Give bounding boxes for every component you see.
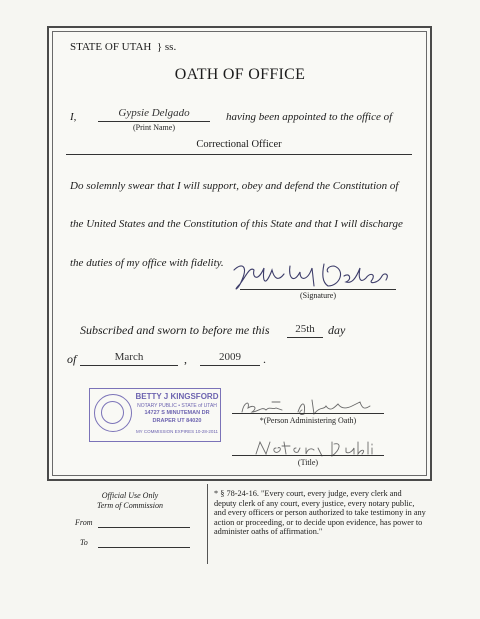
- appointed-text: having been appointed to the office of: [226, 111, 393, 123]
- sworn-of-label: of: [67, 352, 77, 366]
- office-value: Correctional Officer: [196, 139, 282, 150]
- term-of-commission-label: Term of Commission: [97, 501, 163, 510]
- to-field[interactable]: [98, 547, 190, 548]
- oath-line-2: the United States and the Constitution of this State and that I will discharge: [70, 218, 403, 230]
- print-name-value: Gypsie Delgado: [118, 107, 190, 119]
- page-title: OATH OF OFFICE: [174, 66, 306, 83]
- print-name-label: (Print Name): [133, 123, 175, 132]
- oath-line-1: Do solemnly swear that I will support, obey and defend the Constitution of: [70, 180, 399, 192]
- administering-label: *(Person Administering Oath): [259, 416, 357, 425]
- administering-line: [232, 413, 384, 414]
- footer-divider: [207, 484, 208, 564]
- sworn-month-line: [80, 365, 178, 366]
- print-name-line: [98, 121, 210, 122]
- signature-label: (Signature): [300, 291, 336, 300]
- title-line: [232, 455, 384, 456]
- sworn-month-value: March: [114, 351, 144, 363]
- signature-image: [228, 256, 398, 296]
- sworn-day-label: day: [328, 323, 346, 337]
- oath-line-3: the duties of my office with fidelity.: [70, 257, 224, 269]
- official-use-label: Official Use Only: [101, 491, 159, 500]
- notary-stamp: [89, 388, 221, 442]
- stamp-name: BETTY J KINGSFORD: [135, 392, 219, 401]
- sworn-comma: ,: [184, 352, 187, 366]
- stamp-title: NOTARY PUBLIC • STATE of UTAH: [137, 403, 217, 409]
- from-label: From: [75, 518, 93, 527]
- pronoun-label: I,: [70, 111, 77, 123]
- title-label: (Title): [297, 458, 319, 467]
- notary-seal-icon: [94, 394, 132, 432]
- to-label: To: [80, 538, 88, 547]
- sworn-period: .: [263, 352, 266, 366]
- statute-text: * § 78-24-16. "Every court, every judge, every clerk and deputy clerk of any court, every justice, every notary public, and every officers or person authorized to take testimony in any action or proceeding, or to decide upon evidence, has power to administer oaths of affirmation.": [214, 489, 426, 537]
- office-line: [66, 154, 412, 155]
- sworn-day-line: [287, 337, 323, 338]
- notary-signature-image: [236, 396, 386, 418]
- stamp-address-1: 14727 S MINUTEMAN DR: [144, 410, 210, 416]
- sworn-day-value: 25th: [295, 323, 315, 335]
- state-line: STATE OF UTAH } ss.: [70, 41, 177, 53]
- stamp-expires: MY COMMISSION EXPIRES 10-28-2011: [135, 429, 219, 434]
- sworn-text: Subscribed and sworn to before me this: [80, 323, 270, 337]
- sworn-year-line: [200, 365, 260, 366]
- from-field[interactable]: [98, 527, 190, 528]
- signature-line: [240, 289, 396, 290]
- sworn-year-value: 2009: [219, 351, 241, 363]
- stamp-address-2: DRAPER UT 84020: [152, 418, 202, 424]
